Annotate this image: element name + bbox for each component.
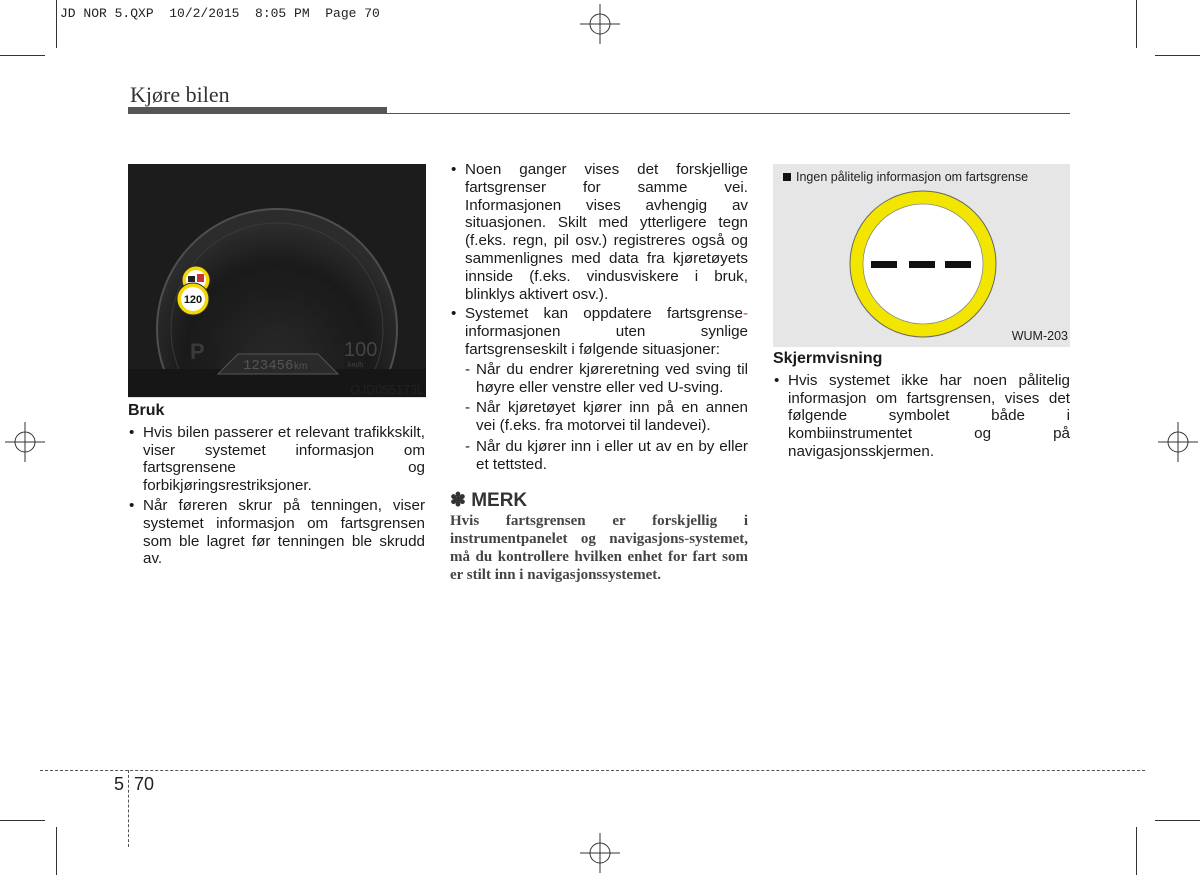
note-body <box>450 513 748 584</box>
odometer-unit: km <box>294 361 308 372</box>
list-item: • Hvis bilen passerer et relevant trafikkskilt, viser systemet informasjon om fartsgrensene og forbikjøringsrestriksjoner. <box>128 424 425 495</box>
odometer-value: 123456 <box>243 358 294 374</box>
page-number <box>114 774 154 795</box>
header-rule-thin <box>387 113 1070 114</box>
display-list <box>773 372 1070 461</box>
column-2 <box>450 161 748 585</box>
figure-code: WUM-203 <box>1011 329 1068 343</box>
registration-mark-top <box>578 4 622 44</box>
list-item: • Hvis systemet ikke har noen pålitelig informasjon om fartsgrensen, vises det følgende symbolet både i kombiinstrumentet og på navigasjonsskjermen. <box>773 372 1070 461</box>
no-limit-figure <box>773 164 1070 347</box>
cluster-image <box>128 164 426 397</box>
sub-item: - Når du kjører inn i eller ut av en by eller et tettsted. <box>450 438 748 474</box>
no-speed-limit-sign-icon <box>847 188 999 340</box>
speed-sign-value: 120 <box>183 294 203 306</box>
sub-item: - Når du endrer kjøreretning ved sving til høyre eller venstre eller ved U-sving. <box>450 361 748 397</box>
square-icon <box>783 173 791 181</box>
list-item <box>450 305 748 358</box>
bruk-list <box>128 424 425 568</box>
hyphen: - <box>742 305 748 323</box>
note-text: Hvis fartsgrensen er forskjellig i instrumentpanelet og navigasjons <box>450 513 748 548</box>
bullet-text: Systemet kan oppdatere fartsgrense <box>465 305 743 323</box>
registration-mark-left <box>5 420 45 464</box>
heading-skjermvisning: Skjermvisning <box>773 350 883 367</box>
note-text: systemet, må du kontrollere hvilken enhet for fart som er stilt inn i navigasjonssystemet. <box>450 531 748 583</box>
sub-item: - Når kjøretøyet kjører inn på en annen vei (f.eks. fra motorvei til landevei). <box>450 399 748 435</box>
footer-rule <box>40 770 1145 771</box>
instrument-cluster-photo <box>128 164 426 398</box>
section-title: Kjøre bilen <box>130 82 230 107</box>
chapter-number: 5 <box>114 774 125 794</box>
registration-mark-right <box>1158 420 1198 464</box>
list-item: • Når føreren skrur på tenningen, viser systemet informasjon om fartsgrensen som ble lagret før tenningen ble skrudd av. <box>128 497 425 568</box>
slug-line: JD NOR 5.QXP 10/2/2015 8:05 PM Page 70 <box>60 6 380 21</box>
column-3 <box>773 350 1070 463</box>
column-1 <box>128 402 425 570</box>
page-value: 70 <box>134 774 155 794</box>
figure-caption-text: Ingen pålitelig informasjon om fartsgrense <box>796 170 1029 184</box>
info-list <box>450 161 748 359</box>
bullet-text: informasjonen uten synlige fartsgrenseskilt i følgende situasjoner: <box>465 323 748 358</box>
hyphen: - <box>684 531 690 548</box>
heading-bruk: Bruk <box>128 402 165 419</box>
photo-code: OJD055173L <box>350 383 424 397</box>
gear-indicator: P <box>190 339 205 364</box>
registration-mark-bottom <box>578 833 622 873</box>
speed-unit: km/h <box>348 362 364 369</box>
list-item: • Noen ganger vises det forskjellige fartsgrenser for samme vei. Informasjonen vises avhengig av situasjonen. Skilt med ytterligere tegn (f.eks. regn, pil osv.) registreres også og sammenlignes med data fra kjøretøyets innside (f.eks. vindusviskere i bruk, blinklys aktivert osv.). <box>450 161 748 303</box>
situation-list <box>450 361 748 474</box>
header-rule-thick <box>128 107 387 114</box>
figure-caption <box>783 170 1028 184</box>
speed-value: 100 <box>344 339 378 361</box>
note-title: ✽ MERK <box>450 489 528 511</box>
